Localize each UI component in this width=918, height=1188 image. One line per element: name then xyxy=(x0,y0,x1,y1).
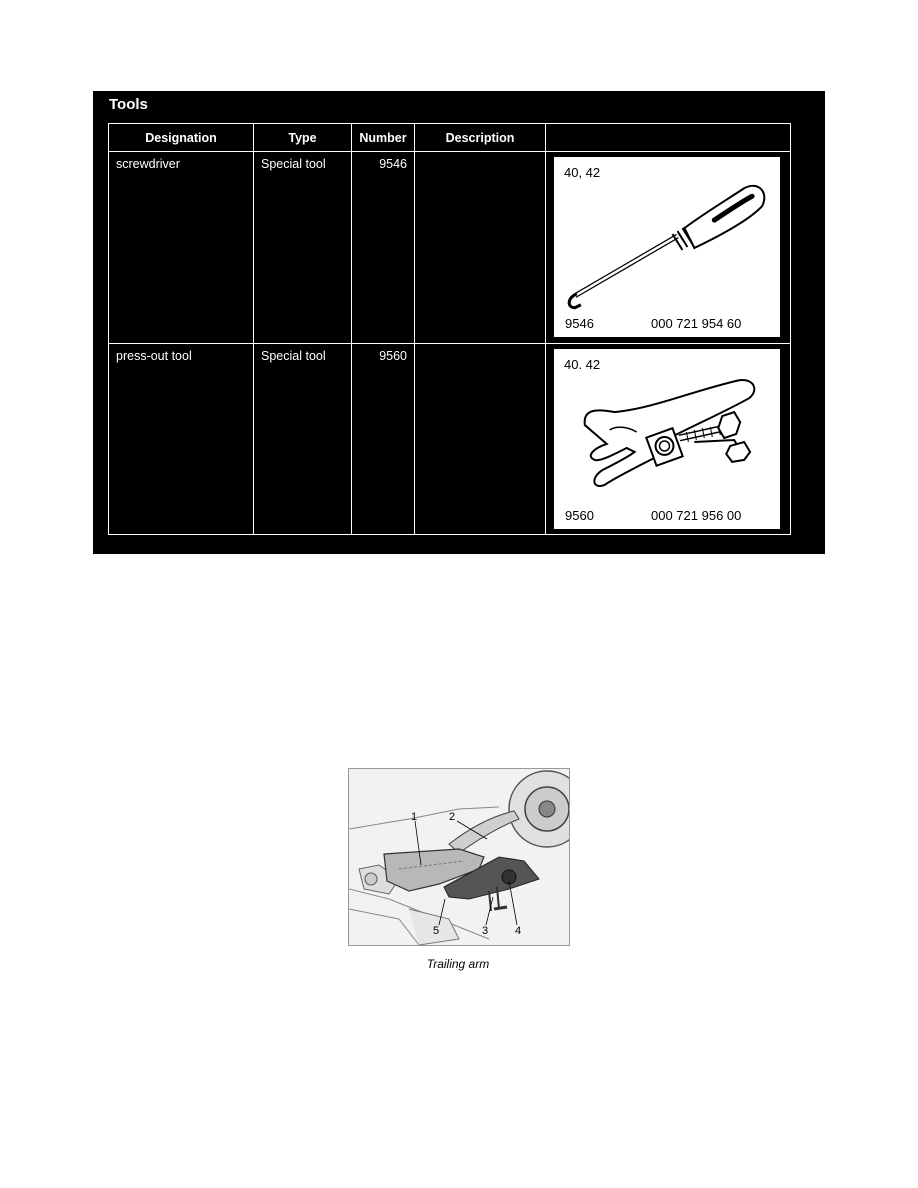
header-number: Number xyxy=(352,124,415,152)
header-type: Type xyxy=(254,124,352,152)
figure-code: 9546 xyxy=(565,316,594,331)
header-description: Description xyxy=(415,124,546,152)
press-out-tool-icon xyxy=(555,350,779,528)
figure-part-number: 000 721 954 60 xyxy=(651,316,742,331)
cell-type: Special tool xyxy=(254,343,352,535)
tools-title: Tools xyxy=(109,96,148,113)
header-image xyxy=(546,124,791,152)
tools-table xyxy=(108,123,791,535)
figure-code: 9560 xyxy=(565,507,594,523)
trailing-arm-figure xyxy=(348,768,570,946)
callout-5: 5 xyxy=(433,925,440,937)
cell-description xyxy=(415,152,546,344)
callout-2: 2 xyxy=(449,811,456,823)
tool-figure-screwdriver xyxy=(554,157,780,337)
header-designation: Designation xyxy=(109,124,254,152)
callout-3: 3 xyxy=(482,925,489,937)
trailing-arm-illustration xyxy=(349,769,569,945)
cell-designation: screwdriver xyxy=(109,152,254,344)
figure-part-number: 000 721 956 00 xyxy=(651,507,742,523)
table-row xyxy=(109,152,791,344)
cell-type: Special tool xyxy=(254,152,352,344)
figure-ref: 40, 42 xyxy=(564,165,601,180)
callout-4: 4 xyxy=(515,925,522,937)
table-header-row xyxy=(109,124,791,152)
cell-image xyxy=(546,152,791,344)
cell-designation: press-out tool xyxy=(109,343,254,535)
cell-number: 9546 xyxy=(352,152,415,344)
screwdriver-icon xyxy=(555,158,779,336)
cell-number: 9560 xyxy=(352,343,415,535)
cell-description xyxy=(415,343,546,535)
tools-panel xyxy=(93,91,825,554)
cell-image xyxy=(546,343,791,535)
table-row xyxy=(109,343,791,535)
callout-1: 1 xyxy=(411,811,418,823)
figure-ref: 40. 42 xyxy=(564,356,601,372)
figure-caption: Trailing arm xyxy=(426,957,490,971)
tool-figure-press-out-tool xyxy=(554,349,780,529)
